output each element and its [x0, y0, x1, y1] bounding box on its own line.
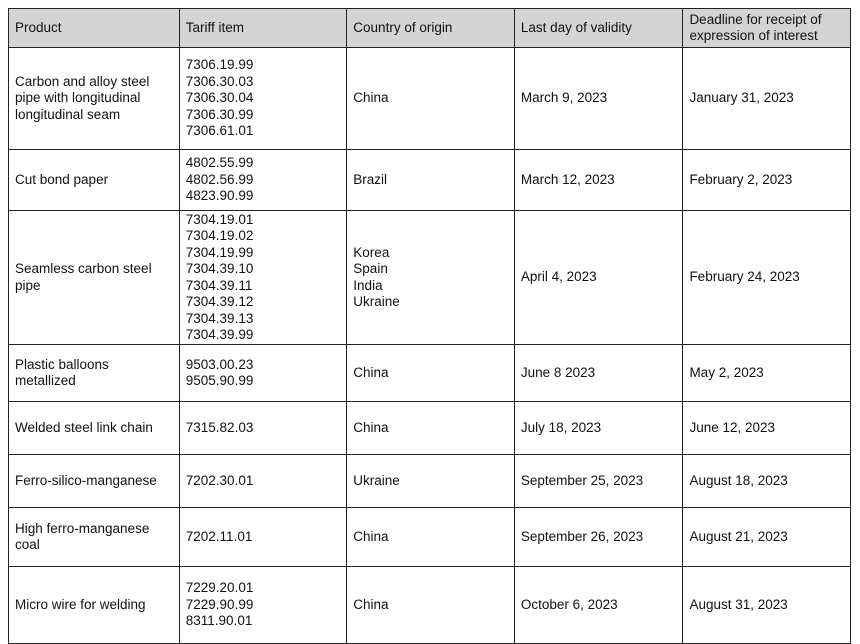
cell-country-of-origin-line: China — [353, 364, 389, 380]
cell-tariff-items-line: 7304.39.11 — [185, 277, 253, 293]
cell-product: Ferro-silico-manganese — [9, 455, 180, 508]
cell-tariff-items — [179, 402, 347, 455]
cell-tariff-items-line: 7304.39.13 — [185, 310, 254, 326]
cell-product: Welded steel link chain — [9, 402, 180, 455]
table-row — [9, 508, 851, 567]
cell-tariff-items-line: 7315.82.03 — [185, 419, 254, 435]
cell-tariff-items-line: 7304.39.10 — [185, 261, 254, 276]
cell-tariff-items-line: 7304.19.01 — [185, 211, 254, 227]
header-deadline: Deadline for receipt of expression of interest — [683, 9, 851, 48]
cell-last-day-of-validity: March 12, 2023 — [514, 150, 683, 211]
cell-country-of-origin — [347, 345, 515, 402]
cell-country-of-origin-line: China — [353, 90, 389, 106]
cell-deadline: February 2, 2023 — [683, 150, 851, 211]
cell-deadline: February 24, 2023 — [683, 211, 851, 345]
cell-tariff-items-line: 7306.30.03 — [185, 73, 254, 89]
cell-country-of-origin — [347, 567, 515, 644]
cell-product: Carbon and alloy steel pipe with longitudinal longitudinal seam — [9, 48, 180, 150]
cell-last-day-of-validity: March 9, 2023 — [514, 48, 683, 150]
trade-remedy-table — [8, 8, 851, 644]
cell-tariff-items-line: 7306.30.04 — [185, 90, 254, 106]
cell-last-day-of-validity: October 6, 2023 — [514, 567, 683, 644]
table-row — [9, 345, 851, 402]
cell-tariff-items-line: 7229.90.99 — [185, 596, 254, 612]
cell-product: Plastic balloons metallized — [9, 345, 180, 402]
cell-country-of-origin — [347, 455, 515, 508]
cell-country-of-origin-line: China — [353, 596, 389, 612]
table-row — [9, 402, 851, 455]
cell-tariff-items — [179, 345, 347, 402]
cell-tariff-items-line: 7306.61.01 — [185, 123, 254, 139]
cell-tariff-items-line: 8311.90.01 — [185, 613, 253, 629]
table-row — [9, 48, 851, 150]
cell-deadline: January 31, 2023 — [683, 48, 851, 150]
cell-product: Micro wire for welding — [9, 567, 180, 644]
cell-tariff-items-line: 4802.55.99 — [185, 155, 254, 171]
cell-deadline: June 12, 2023 — [683, 402, 851, 455]
cell-country-of-origin-line: Korea — [353, 244, 390, 260]
cell-tariff-items-line: 7306.19.99 — [185, 57, 254, 73]
header-last-day-of-validity: Last day of validity — [514, 9, 683, 48]
cell-country-of-origin-line: India — [353, 277, 383, 293]
table-body — [9, 48, 851, 644]
cell-deadline: August 31, 2023 — [683, 567, 851, 644]
cell-country-of-origin — [347, 48, 515, 150]
header-product: Product — [9, 9, 180, 48]
cell-tariff-items — [179, 48, 347, 150]
table-header — [9, 9, 851, 48]
table-row — [9, 455, 851, 508]
cell-country-of-origin-line: China — [353, 528, 389, 544]
cell-country-of-origin-line: Ukraine — [353, 472, 400, 488]
cell-tariff-items-line: 7304.19.99 — [185, 244, 254, 260]
document-page — [8, 8, 851, 644]
cell-tariff-items-line: 7202.30.01 — [185, 472, 254, 488]
cell-product: High ferro-manganese coal — [9, 508, 180, 567]
cell-tariff-items-line: 7304.19.02 — [185, 228, 254, 243]
table-row — [9, 150, 851, 211]
cell-deadline: August 21, 2023 — [683, 508, 851, 567]
cell-country-of-origin-line: Ukraine — [353, 294, 400, 309]
cell-tariff-items-line: 4802.56.99 — [185, 171, 254, 187]
cell-tariff-items-line: 7229.20.01 — [185, 580, 254, 596]
cell-tariff-items-line: 4823.90.99 — [185, 188, 254, 204]
cell-tariff-items-line: 9503.00.23 — [185, 356, 254, 372]
cell-country-of-origin-line: China — [353, 419, 389, 435]
cell-last-day-of-validity: April 4, 2023 — [514, 211, 683, 345]
cell-deadline: May 2, 2023 — [683, 345, 851, 402]
table-row — [9, 211, 851, 345]
cell-tariff-items-line: 7304.39.12 — [185, 294, 254, 309]
cell-country-of-origin — [347, 508, 515, 567]
cell-tariff-items — [179, 508, 347, 567]
cell-tariff-items-line: 7304.39.99 — [185, 327, 254, 342]
header-country-of-origin: Country of origin — [347, 9, 515, 48]
cell-tariff-items — [179, 150, 347, 211]
header-row — [9, 9, 851, 48]
cell-tariff-items — [179, 211, 347, 345]
cell-last-day-of-validity: September 25, 2023 — [514, 455, 683, 508]
cell-country-of-origin — [347, 402, 515, 455]
cell-tariff-items-line: 7202.11.01 — [185, 528, 253, 544]
cell-last-day-of-validity: September 26, 2023 — [514, 508, 683, 567]
cell-product: Seamless carbon steel pipe — [9, 211, 180, 345]
cell-deadline: August 18, 2023 — [683, 455, 851, 508]
cell-country-of-origin — [347, 211, 515, 345]
cell-country-of-origin — [347, 150, 515, 211]
header-tariff-item: Tariff item — [179, 9, 347, 48]
cell-tariff-items-line: 7306.30.99 — [185, 106, 254, 122]
cell-country-of-origin-line: Spain — [353, 261, 388, 276]
cell-tariff-items-line: 9505.90.99 — [185, 373, 254, 388]
cell-tariff-items — [179, 455, 347, 508]
cell-tariff-items — [179, 567, 347, 644]
cell-last-day-of-validity: June 8 2023 — [514, 345, 683, 402]
table-row — [9, 567, 851, 644]
cell-country-of-origin-line: Brazil — [353, 171, 388, 187]
cell-product: Cut bond paper — [9, 150, 180, 211]
cell-last-day-of-validity: July 18, 2023 — [514, 402, 683, 455]
